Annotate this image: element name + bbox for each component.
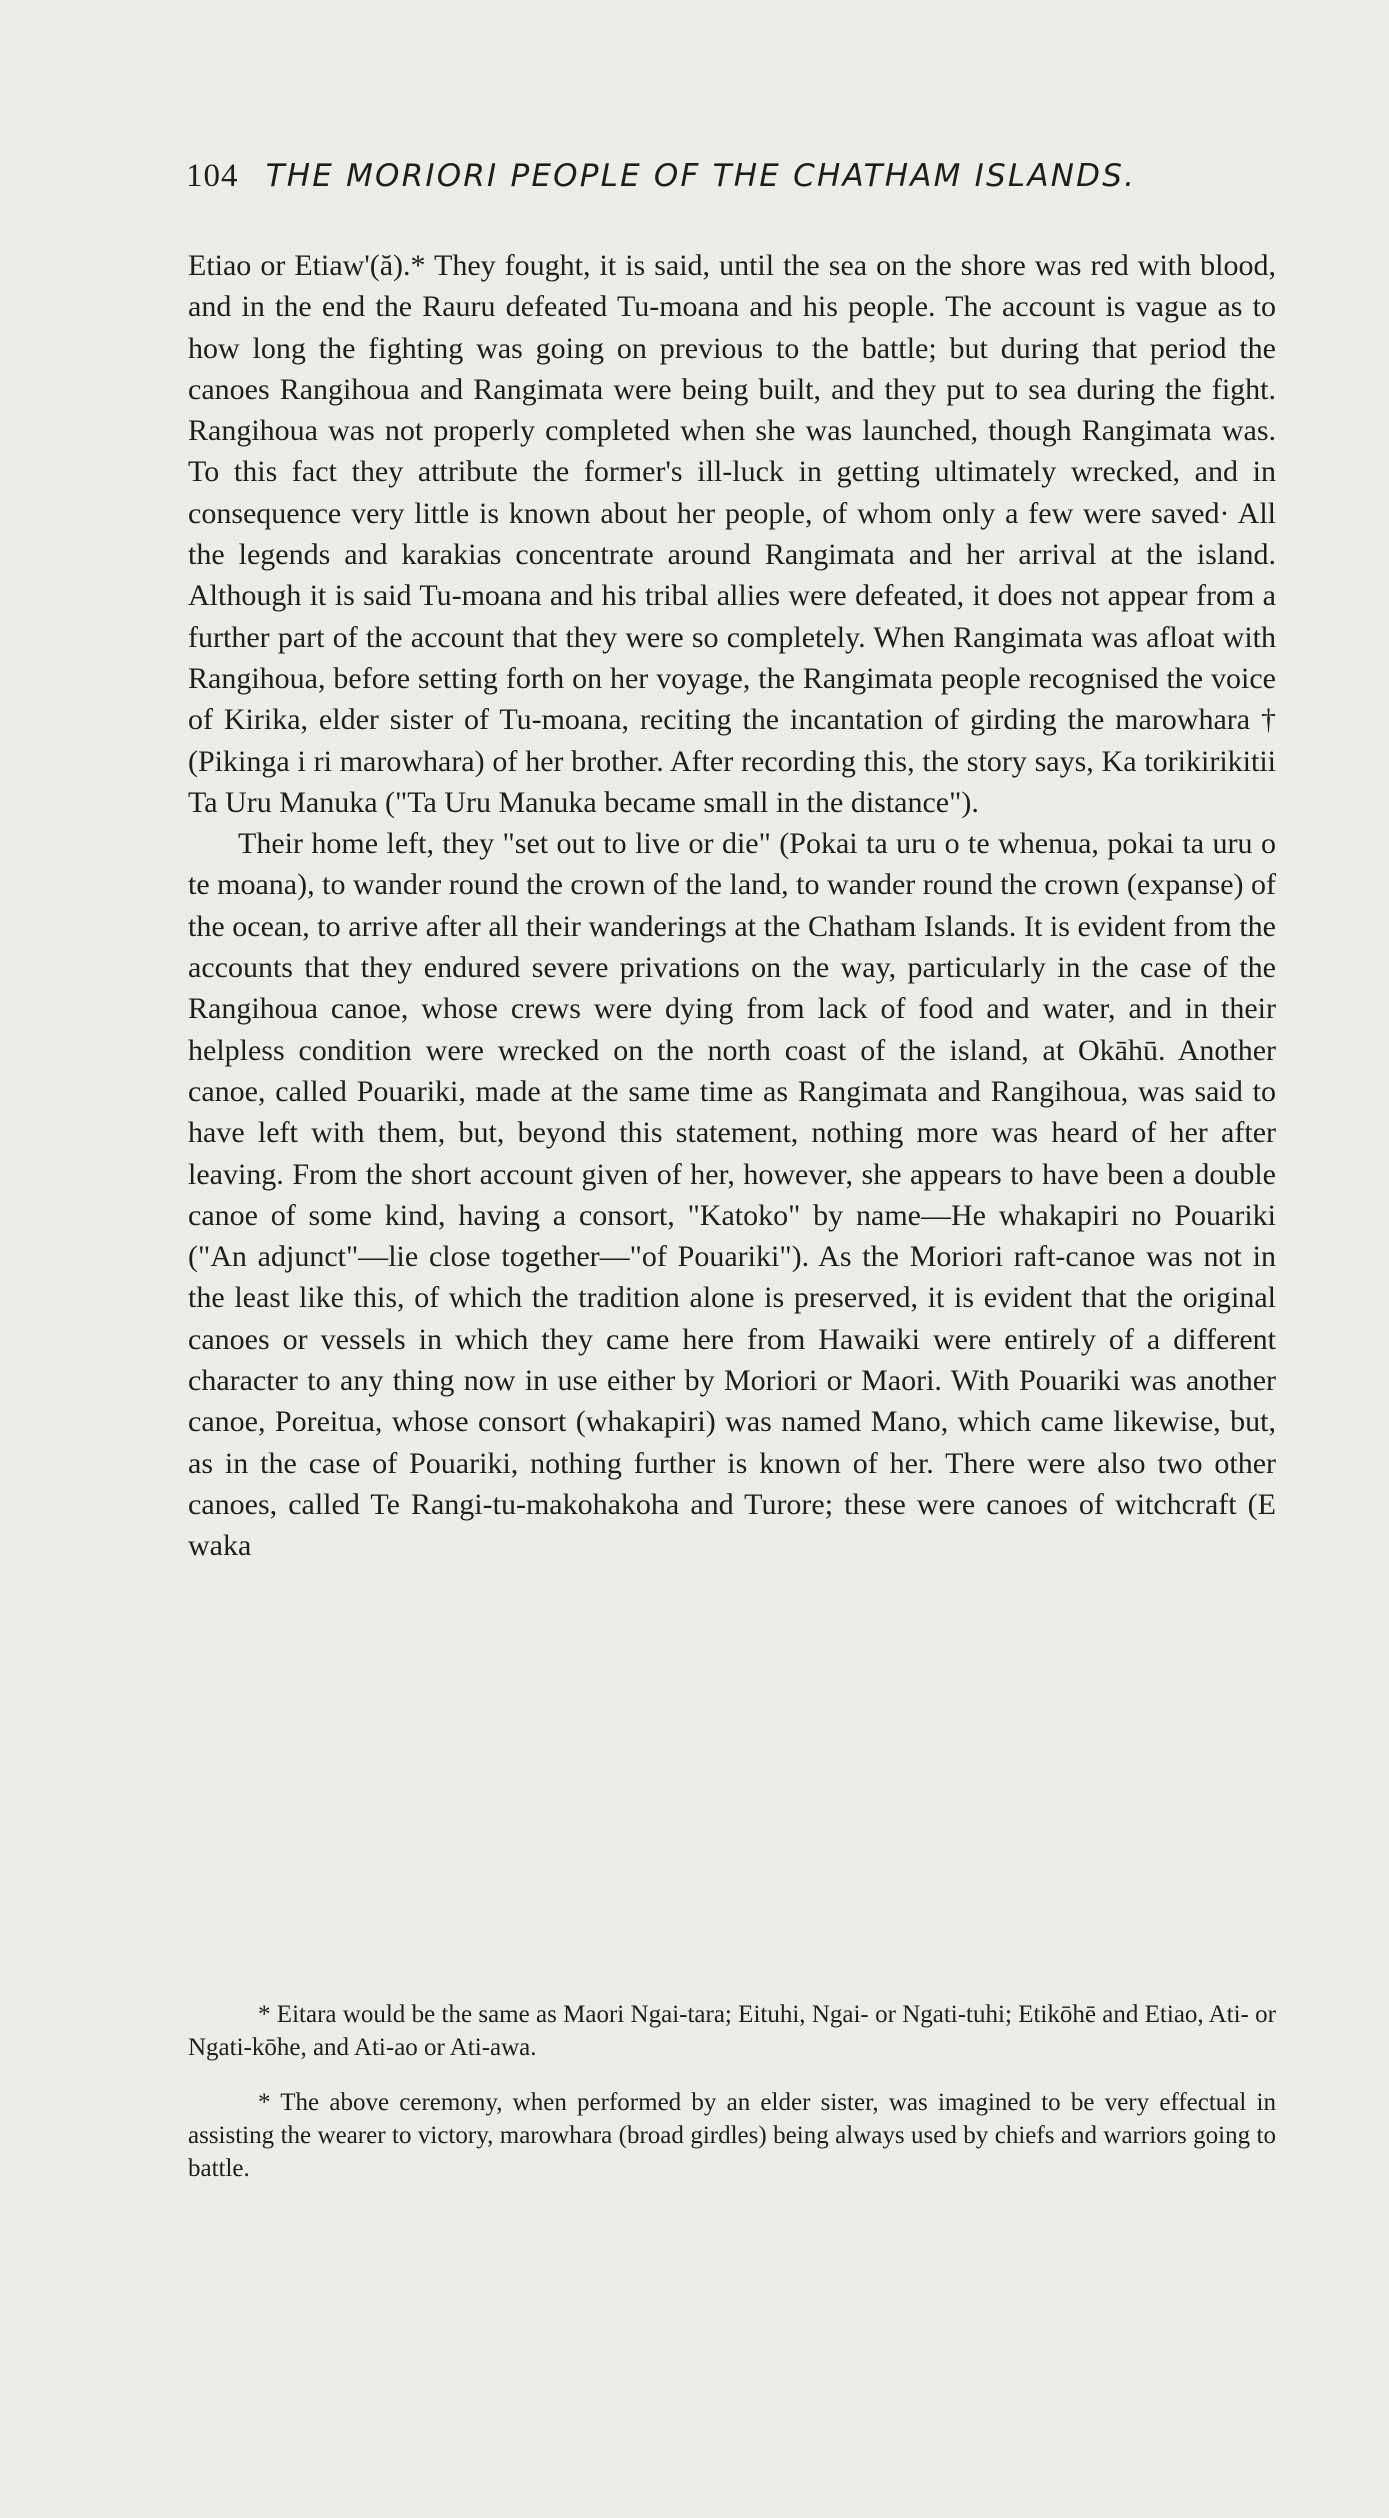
footnotes [188, 1998, 1276, 2207]
running-title: THE MORIORI PEOPLE OF THE CHATHAM ISLANDS. [265, 158, 1137, 194]
footnote-2: * The above ceremony, when performed by an elder sister, was imagined to be very effectual in assisting the wearer to victory, marowhara (broad girdles) being always used by chiefs and warriors going to battle. [188, 2089, 1276, 2182]
paragraph-1: Etiao or Etiaw'(ă).* They fought, it is said, until the sea on the shore was red with blood, and in the end the Rauru defeated Tu-moana and his people. The account is vague as to how long the fighting was going on previous to the battle; but during that period the canoes Rangihoua and Rangimata were being built, and they put to sea during the fight. Rangihoua was not properly completed when she was launched, though Rangimata was. To this fact they attribute the former's ill-luck in getting ultimately wrecked, and in consequence very little is known about her people, of whom only a few were saved· All the legends and karakias concentrate around Rangimata and her arrival at the island. Although it is said Tu-moana and his tribal allies were defeated, it does not appear from a further part of the account that they were so completely. When Rangimata was afloat with Rangihoua, before setting forth on her voyage, the Rangimata people recognised the voice of Kirika, elder sister of Tu-moana, reciting the incantation of girding the marowhara † (Pikinga i ri marowhara) of her brother. After recording this, the story says, Ka torikirikitii Ta Uru Manuka ("Ta Uru Manuka became small in the distance"). [188, 249, 1276, 819]
page-header [186, 158, 1276, 208]
paragraph-2: Their home left, they "set out to live or die" (Pokai ta uru o te whenua, pokai ta uru o te moana), to wander round the crown of the land, to wander round the crown (expanse) of the ocean, to arrive after all their wanderings at the Chatham Islands. It is evident from the accounts that they endured severe privations on the way, particularly in the case of the Rangihoua canoe, whose crews were dying from lack of food and water, and in their helpless condition were wrecked on the north coast of the island, at Okāhū. Another canoe, called Pouariki, made at the same time as Rangimata and Rangihoua, was said to have left with them, but, beyond this statement, nothing more was heard of her after leaving. From the short account given of her, however, she appears to have been a double canoe of some kind, having a consort, "Katoko" by name—He whakapiri no Pouariki ("An adjunct"—lie close together—"of Pouariki"). As the Moriori raft-canoe was not in the least like this, of which the tradition alone is preserved, it is evident that the original canoes or vessels in which they came here from Hawaiki were entirely of a different character to any thing now in use either by Moriori or Maori. With Pouariki was another canoe, Poreitua, whose consort (whakapiri) was named Mano, which came likewise, but, as in the case of Pouariki, nothing further is known of her. There were also two other canoes, called Te Rangi-tu-makohakoha and Turore; these were canoes of witchcraft (E waka [188, 827, 1276, 1563]
footnote-1: * Eitara would be the same as Maori Ngai-tara; Eituhi, Ngai- or Ngati-tuhi; Etikōhē and Etiao, Ati- or Ngati-kōhe, and Ati-ao or Ati-awa. [188, 2001, 1276, 2061]
page-number: 104 [186, 158, 239, 194]
main-text [188, 245, 1276, 1567]
